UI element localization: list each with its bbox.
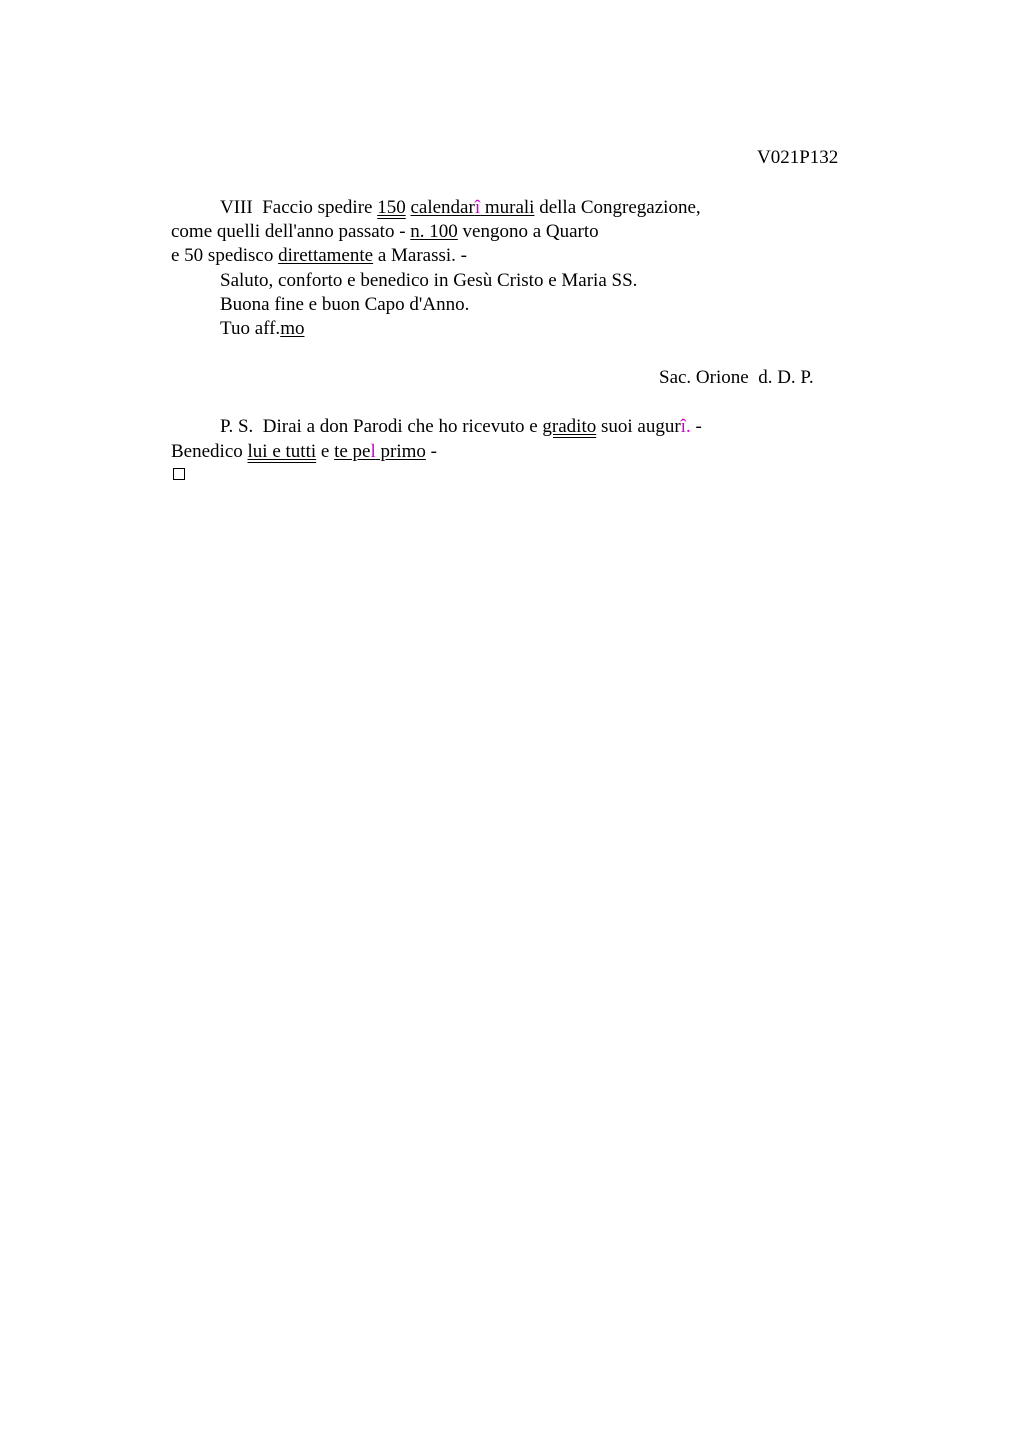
postscript-line-2 <box>171 440 437 464</box>
text-segment: e <box>316 441 335 462</box>
underlined-word: gradito <box>542 416 597 437</box>
postscript-line-1 <box>220 415 702 439</box>
underlined-word: direttamente <box>278 245 374 266</box>
paragraph-line-1 <box>220 196 701 220</box>
paragraph-line-3 <box>171 244 467 268</box>
text-segment: te pe <box>334 441 371 462</box>
greeting-line-1: Saluto, conforto e benedico in Gesù Cristo e Maria SS. <box>220 270 638 291</box>
signature: Sac. Orione d. D. P. <box>659 367 814 388</box>
editor-correction: î <box>474 197 481 218</box>
editor-correction: l <box>370 441 376 462</box>
underlined-superscript: mo <box>280 318 305 339</box>
calendars-word <box>410 197 534 218</box>
text-segment: primo <box>375 441 426 462</box>
text-segment: P. S. Dirai a don Parodi che ho ricevuto e <box>220 416 543 437</box>
text-segment: suoi augur <box>596 416 681 437</box>
text-segment: della Congregazione, <box>534 197 701 218</box>
text-segment: Benedico <box>171 441 248 462</box>
greeting-line-2: Buona fine e buon Capo d'Anno. <box>220 294 470 315</box>
paragraph-line-2 <box>171 220 599 244</box>
quantity-n100: n. 100 <box>410 221 458 242</box>
text-segment: e 50 spedisco <box>171 245 279 266</box>
underlined-phrase <box>334 441 426 462</box>
page-code: V021P132 <box>757 147 839 168</box>
text-segment: calendar <box>410 197 475 218</box>
text-segment: vengono a Quarto <box>457 221 599 242</box>
quantity-150: 150 <box>377 197 406 218</box>
text-segment: - <box>425 441 437 462</box>
end-marker-square-icon <box>173 468 185 480</box>
text-segment: Tuo aff. <box>220 318 281 339</box>
editor-correction: î. <box>680 416 691 437</box>
underlined-phrase: lui e tutti <box>247 441 317 462</box>
text-segment: VIII Faccio spedire <box>220 197 378 218</box>
closing-line <box>220 317 304 341</box>
text-segment: murali <box>480 197 535 218</box>
text-segment: a Marassi. - <box>373 245 468 266</box>
text-segment: - <box>690 416 702 437</box>
text-segment: come quelli dell'anno passato - <box>171 221 411 242</box>
